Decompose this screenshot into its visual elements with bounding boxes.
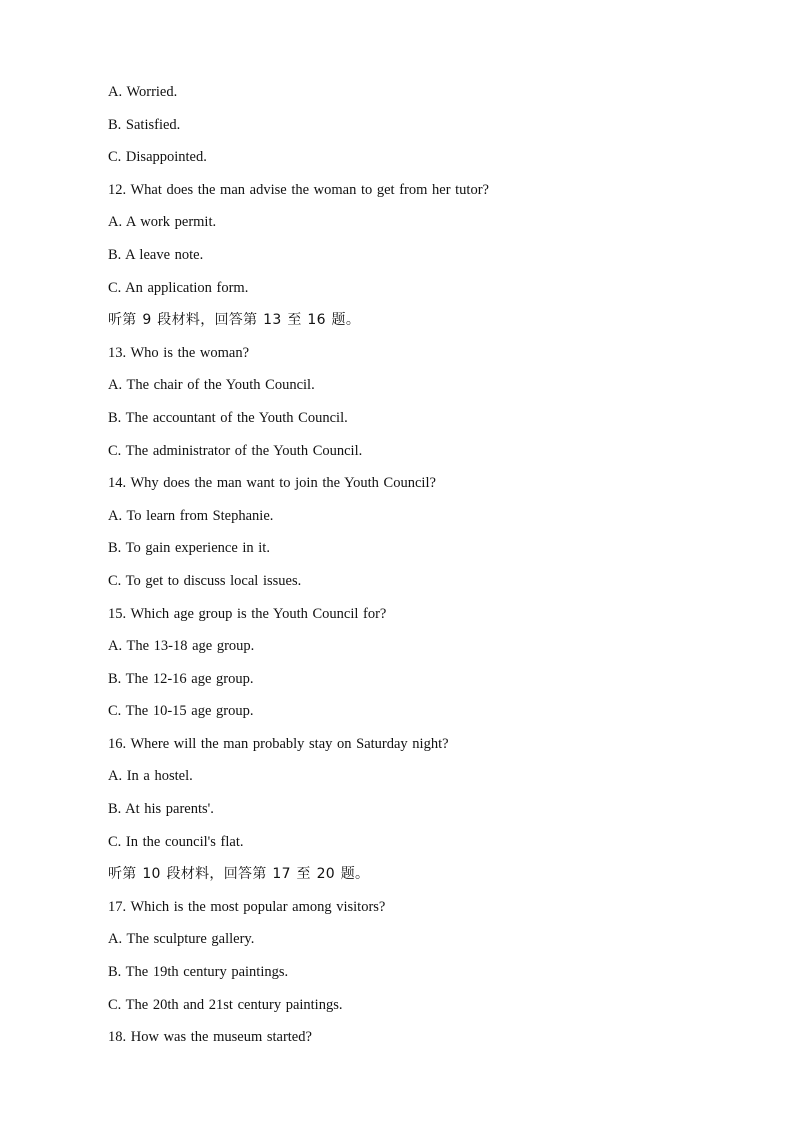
question-line: 18. How was the museum started?: [108, 1029, 312, 1046]
section-heading: 听第 10 段材料，回答第 17 至 20 题。: [108, 866, 370, 883]
option-line: B. The 19th century paintings.: [108, 964, 289, 981]
option-line: A. The 13-18 age group.: [108, 638, 255, 655]
option-line: B. The 12-16 age group.: [108, 670, 254, 687]
option-line: B. A leave note.: [108, 246, 204, 263]
question-line: 14. Why does the man want to join the Youth Council?: [108, 475, 436, 492]
question-line: 12. What does the man advise the woman to get from her tutor?: [108, 181, 489, 198]
option-line: B. To gain experience in it.: [108, 540, 270, 557]
question-line: 17. Which is the most popular among visitors?: [108, 898, 386, 915]
option-line: C. In the council's flat.: [108, 833, 244, 850]
option-line: C. The 20th and 21st century paintings.: [108, 996, 343, 1013]
question-line: 15. Which age group is the Youth Council for?: [108, 605, 387, 622]
option-line: A. The chair of the Youth Council.: [108, 377, 315, 394]
option-line: A. To learn from Stephanie.: [108, 507, 274, 524]
question-list: [108, 82, 748, 1060]
option-line: A. The sculpture gallery.: [108, 931, 255, 948]
option-line: C. An application form.: [108, 279, 249, 296]
option-line: A. Worried.: [108, 84, 178, 100]
option-line: A. A work permit.: [108, 214, 217, 231]
option-line: B. The accountant of the Youth Council.: [108, 409, 348, 426]
option-line: C. Disappointed.: [108, 149, 207, 166]
option-line: B. At his parents'.: [108, 801, 214, 818]
question-line: 13. Who is the woman?: [108, 344, 250, 361]
option-line: A. In a hostel.: [108, 768, 193, 785]
question-line: 16. Where will the man probably stay on Saturday night?: [108, 735, 449, 752]
option-line: B. Satisfied.: [108, 116, 181, 133]
option-line: C. To get to discuss local issues.: [108, 572, 302, 589]
section-heading: 听第 9 段材料，回答第 13 至 16 题。: [108, 312, 361, 329]
option-line: C. The 10-15 age group.: [108, 703, 254, 720]
option-line: C. The administrator of the Youth Council.: [108, 442, 363, 459]
